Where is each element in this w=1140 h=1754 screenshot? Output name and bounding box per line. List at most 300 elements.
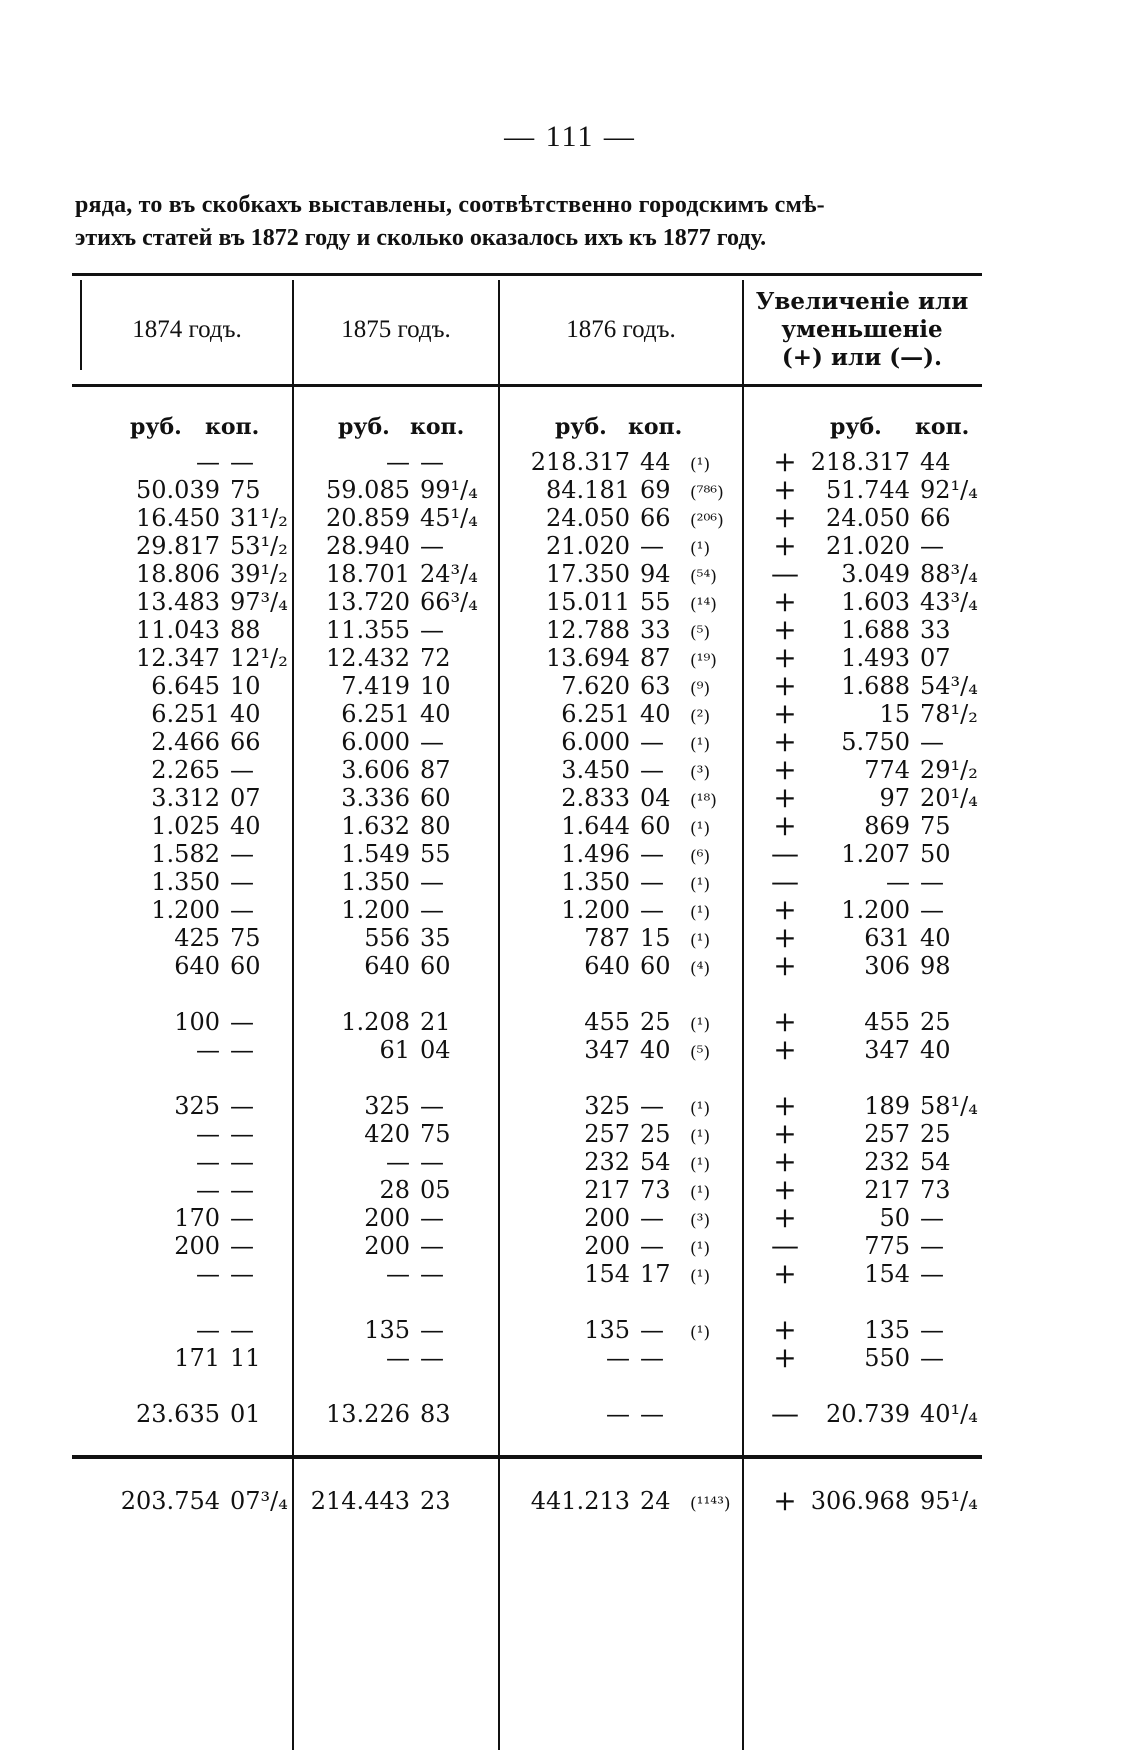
- rub-change: 869: [864, 812, 910, 840]
- rub-1876: 15.011: [546, 588, 630, 616]
- kop-1874: —: [230, 1260, 254, 1288]
- note-ref: (¹⁹): [690, 651, 717, 671]
- rub-1874: 640: [174, 952, 220, 980]
- note-ref: (¹): [690, 1015, 711, 1035]
- rub-1876: 1.350: [561, 868, 630, 896]
- rub-1874: 2.466: [151, 728, 220, 756]
- rub-1874: —: [196, 1148, 220, 1176]
- table-row: [0, 529, 1140, 562]
- note-ref: (¹): [690, 903, 711, 923]
- kop-1874: —: [230, 1316, 254, 1344]
- change-sign: +: [773, 529, 797, 562]
- table-row: [0, 445, 1140, 478]
- header-change: [744, 280, 980, 380]
- kop-1874: —: [230, 1204, 254, 1232]
- kop-1874: —: [230, 1232, 254, 1260]
- table-row: [0, 613, 1140, 646]
- rub-1876: 200: [584, 1204, 630, 1232]
- table-row: [0, 1201, 1140, 1234]
- rub-1875: 200: [364, 1204, 410, 1232]
- kop-1876: —: [640, 868, 664, 896]
- change-sign: +: [773, 809, 797, 842]
- note-ref: (¹): [690, 1267, 711, 1287]
- kop-1874: 75: [230, 924, 261, 952]
- kop-1875: 55: [420, 840, 451, 868]
- rub-1874: 16.450: [136, 504, 220, 532]
- unit-kop-1874: коп.: [205, 414, 260, 440]
- note-ref: (¹⁴): [690, 595, 717, 615]
- header-1876: 1876 годъ.: [566, 316, 676, 343]
- kop-change: —: [920, 728, 944, 756]
- table-row: [0, 1089, 1140, 1122]
- rub-1875: 1.200: [341, 896, 410, 924]
- rub-1875: 1.350: [341, 868, 410, 896]
- kop-change: 92¹/₄: [920, 476, 978, 504]
- rub-1875: 556: [364, 924, 410, 952]
- rub-change: 217: [864, 1176, 910, 1204]
- unit-kop-1876: коп.: [628, 414, 683, 440]
- kop-change: —: [920, 1316, 944, 1344]
- totals-line: [0, 1484, 1140, 1517]
- note-ref: (¹): [690, 735, 711, 755]
- total-note-ref: (¹¹⁴³): [690, 1494, 731, 1514]
- rub-1876: 347: [584, 1036, 630, 1064]
- rub-1876: —: [606, 1400, 630, 1428]
- kop-change: 43³/₄: [920, 588, 978, 616]
- kop-1874: —: [230, 1092, 254, 1120]
- kop-change: 75: [920, 812, 951, 840]
- rub-change: 51.744: [826, 476, 910, 504]
- rub-1875: 200: [364, 1232, 410, 1260]
- rub-change: 24.050: [826, 504, 910, 532]
- header-change-line-3: (+) или (—).: [781, 344, 943, 371]
- rub-1876: 1.200: [561, 896, 630, 924]
- kop-change: 40: [920, 924, 951, 952]
- kop-1874: 53¹/₂: [230, 532, 288, 560]
- kop-1876: 04: [640, 784, 671, 812]
- change-sign: +: [773, 1089, 797, 1122]
- rub-change: 5.750: [841, 728, 910, 756]
- note-ref: (¹): [690, 1239, 711, 1259]
- kop-1875: —: [420, 1344, 444, 1372]
- totals-rule: [72, 1455, 982, 1459]
- table-row: [0, 585, 1140, 618]
- rub-1874: 3.312: [151, 784, 220, 812]
- kop-1875: 99¹/₄: [420, 476, 478, 504]
- rub-change: 232: [864, 1148, 910, 1176]
- kop-1874: —: [230, 896, 254, 924]
- kop-1875: —: [420, 1092, 444, 1120]
- intro-line-1: ряда, то въ скобкахъ выставлены, соотвѣтственно городскимъ смѣ-: [75, 192, 825, 218]
- change-sign: +: [773, 949, 797, 982]
- rub-change: 21.020: [826, 532, 910, 560]
- kop-change: 54³/₄: [920, 672, 978, 700]
- rub-1875: 135: [364, 1316, 410, 1344]
- kop-1874: 10: [230, 672, 261, 700]
- kop-1875: 04: [420, 1036, 451, 1064]
- rub-change: 189: [864, 1092, 910, 1120]
- total-kop-change: 95¹/₄: [920, 1487, 978, 1515]
- kop-1876: 40: [640, 1036, 671, 1064]
- kop-1875: 80: [420, 812, 451, 840]
- kop-change: 07: [920, 644, 951, 672]
- rub-1876: 218.317: [530, 448, 630, 476]
- rub-1876: 232: [584, 1148, 630, 1176]
- rub-1874: —: [196, 448, 220, 476]
- kop-change: 44: [920, 448, 951, 476]
- kop-1875: 60: [420, 952, 451, 980]
- kop-1876: —: [640, 1092, 664, 1120]
- kop-change: 88³/₄: [920, 560, 978, 588]
- rub-1876: —: [606, 1344, 630, 1372]
- kop-change: —: [920, 1260, 944, 1288]
- kop-1876: 87: [640, 644, 671, 672]
- kop-1875: —: [420, 896, 444, 924]
- change-sign: —: [771, 837, 799, 870]
- kop-1875: 66³/₄: [420, 588, 478, 616]
- change-sign: +: [773, 921, 797, 954]
- rub-1875: —: [386, 448, 410, 476]
- rub-1876: 7.620: [561, 672, 630, 700]
- rub-change: 97: [879, 784, 910, 812]
- kop-change: —: [920, 868, 944, 896]
- kop-1874: —: [230, 1176, 254, 1204]
- rub-1874: 11.043: [136, 616, 220, 644]
- table-row: [0, 557, 1140, 590]
- rub-1875: 3.336: [341, 784, 410, 812]
- kop-1875: 45¹/₄: [420, 504, 478, 532]
- rub-1876: 217: [584, 1176, 630, 1204]
- total-rub-change: 306.968: [810, 1487, 910, 1515]
- rub-1874: 6.645: [151, 672, 220, 700]
- change-sign: +: [773, 669, 797, 702]
- rub-1874: 325: [174, 1092, 220, 1120]
- kop-1875: —: [420, 868, 444, 896]
- rub-change: 1.688: [841, 672, 910, 700]
- change-sign: +: [773, 501, 797, 534]
- rub-1876: 455: [584, 1008, 630, 1036]
- rub-1875: 1.549: [341, 840, 410, 868]
- table-row: [0, 781, 1140, 814]
- rub-1874: —: [196, 1176, 220, 1204]
- kop-1876: 63: [640, 672, 671, 700]
- change-sign: +: [773, 1005, 797, 1038]
- rub-1875: 1.632: [341, 812, 410, 840]
- rub-change: 550: [864, 1344, 910, 1372]
- rub-1876: 21.020: [546, 532, 630, 560]
- rub-1876: 2.833: [561, 784, 630, 812]
- rub-1875: —: [386, 1148, 410, 1176]
- rub-1875: 6.251: [341, 700, 410, 728]
- note-ref: (⁶): [690, 847, 711, 867]
- change-sign: +: [773, 1201, 797, 1234]
- rub-1874: 29.817: [136, 532, 220, 560]
- intro-line-2: этихъ статей въ 1872 году и сколько оказалось ихъ къ 1877 году.: [75, 225, 767, 251]
- rub-1874: —: [196, 1120, 220, 1148]
- rub-1875: 325: [364, 1092, 410, 1120]
- note-ref: (¹): [690, 875, 711, 895]
- kop-1876: —: [640, 756, 664, 784]
- change-sign: +: [773, 781, 797, 814]
- change-sign: —: [771, 865, 799, 898]
- note-ref: (⁹): [690, 679, 711, 699]
- header-change-line-1: Увеличеніе или: [755, 288, 969, 315]
- kop-change: 20¹/₄: [920, 784, 978, 812]
- kop-1874: —: [230, 840, 254, 868]
- unit-rub-1875: руб.: [338, 414, 390, 440]
- rub-1876: 3.450: [561, 756, 630, 784]
- rub-1876: 135: [584, 1316, 630, 1344]
- table-row: [0, 837, 1140, 870]
- kop-1876: 44: [640, 448, 671, 476]
- note-ref: (³): [690, 1211, 711, 1231]
- kop-change: 25: [920, 1008, 951, 1036]
- kop-change: 78¹/₂: [920, 700, 978, 728]
- kop-1874: 75: [230, 476, 261, 504]
- rub-1875: 28.940: [326, 532, 410, 560]
- kop-1875: 75: [420, 1120, 451, 1148]
- kop-change: 25: [920, 1120, 951, 1148]
- rub-1876: 84.181: [546, 476, 630, 504]
- kop-1876: 94: [640, 560, 671, 588]
- rub-change: 257: [864, 1120, 910, 1148]
- header-change-line-2: уменьшеніе: [781, 316, 943, 343]
- rub-1874: —: [196, 1316, 220, 1344]
- kop-1876: 54: [640, 1148, 671, 1176]
- kop-1875: 87: [420, 756, 451, 784]
- kop-change: 98: [920, 952, 951, 980]
- kop-1874: 12¹/₂: [230, 644, 288, 672]
- kop-1874: 39¹/₂: [230, 560, 288, 588]
- rub-1874: 200: [174, 1232, 220, 1260]
- kop-1875: 60: [420, 784, 451, 812]
- kop-1876: —: [640, 840, 664, 868]
- rub-1875: 13.226: [326, 1400, 410, 1428]
- table-row: [0, 1257, 1140, 1290]
- kop-1874: —: [230, 1148, 254, 1176]
- rub-change: 15: [879, 700, 910, 728]
- change-sign: +: [773, 1033, 797, 1066]
- table-row: [0, 921, 1140, 954]
- table-row: [0, 865, 1140, 898]
- table-row: [0, 1145, 1140, 1178]
- kop-1874: —: [230, 1008, 254, 1036]
- rub-change: 1.207: [841, 840, 910, 868]
- kop-1875: —: [420, 1204, 444, 1232]
- change-sign: +: [773, 473, 797, 506]
- rub-1876: 12.788: [546, 616, 630, 644]
- change-sign: +: [773, 753, 797, 786]
- kop-change: 40¹/₄: [920, 1400, 978, 1428]
- kop-1874: —: [230, 1120, 254, 1148]
- table-row: [0, 501, 1140, 534]
- total-rub-1876: 441.213: [530, 1487, 630, 1515]
- note-ref: (¹): [690, 819, 711, 839]
- kop-1875: 10: [420, 672, 451, 700]
- rub-1874: 1.582: [151, 840, 220, 868]
- table-row: [0, 753, 1140, 786]
- table-row: [0, 1341, 1140, 1374]
- rub-1875: —: [386, 1344, 410, 1372]
- rub-change: 1.200: [841, 896, 910, 924]
- kop-1876: 25: [640, 1008, 671, 1036]
- rub-1874: 6.251: [151, 700, 220, 728]
- kop-1876: —: [640, 1204, 664, 1232]
- rub-change: 1.688: [841, 616, 910, 644]
- unit-rub-change: руб.: [830, 414, 882, 440]
- change-sign: +: [773, 585, 797, 618]
- rub-1875: 18.701: [326, 560, 410, 588]
- kop-change: —: [920, 1204, 944, 1232]
- table-row: [0, 1313, 1140, 1346]
- table-row: [0, 893, 1140, 926]
- kop-1876: —: [640, 896, 664, 924]
- rub-1874: 100: [174, 1008, 220, 1036]
- rub-1876: 640: [584, 952, 630, 980]
- rub-1874: 13.483: [136, 588, 220, 616]
- kop-change: —: [920, 896, 944, 924]
- note-ref: (¹): [690, 1323, 711, 1343]
- rub-1875: 6.000: [341, 728, 410, 756]
- header-1875: 1875 годъ.: [341, 316, 451, 343]
- kop-1876: 33: [640, 616, 671, 644]
- rub-1875: 61: [379, 1036, 410, 1064]
- kop-1876: 17: [640, 1260, 671, 1288]
- rub-change: 135: [864, 1316, 910, 1344]
- note-ref: (¹): [690, 539, 711, 559]
- note-ref: (⁴): [690, 959, 711, 979]
- rub-1875: 3.606: [341, 756, 410, 784]
- kop-1875: 72: [420, 644, 451, 672]
- kop-1876: —: [640, 728, 664, 756]
- note-ref: (¹): [690, 1099, 711, 1119]
- kop-1875: 83: [420, 1400, 451, 1428]
- kop-1874: —: [230, 756, 254, 784]
- kop-1875: —: [420, 1232, 444, 1260]
- rub-1876: 6.251: [561, 700, 630, 728]
- table-row: [0, 1117, 1140, 1150]
- kop-1875: —: [420, 728, 444, 756]
- table-row: [0, 1397, 1140, 1430]
- rub-1874: 23.635: [136, 1400, 220, 1428]
- unit-rub-1874: руб.: [130, 414, 182, 440]
- kop-1874: 40: [230, 700, 261, 728]
- table-top-rule: [72, 273, 982, 276]
- rub-change: 50: [879, 1204, 910, 1232]
- kop-1876: 55: [640, 588, 671, 616]
- kop-1874: 66: [230, 728, 261, 756]
- rub-change: 774: [864, 756, 910, 784]
- rub-change: 1.493: [841, 644, 910, 672]
- change-sign: +: [773, 641, 797, 674]
- rub-1875: 420: [364, 1120, 410, 1148]
- change-sign: +: [773, 1145, 797, 1178]
- rub-1876: 17.350: [546, 560, 630, 588]
- change-sign: +: [773, 445, 797, 478]
- note-ref: (¹): [690, 1183, 711, 1203]
- kop-1874: 31¹/₂: [230, 504, 288, 532]
- kop-1876: 25: [640, 1120, 671, 1148]
- change-sign: +: [773, 1313, 797, 1346]
- rub-1874: —: [196, 1260, 220, 1288]
- rub-1875: 12.432: [326, 644, 410, 672]
- kop-change: —: [920, 1232, 944, 1260]
- kop-1876: —: [640, 532, 664, 560]
- note-ref: (¹): [690, 931, 711, 951]
- rub-change: 306: [864, 952, 910, 980]
- page-number: — 111 —: [504, 120, 636, 153]
- table-row: [0, 697, 1140, 730]
- rub-1876: 24.050: [546, 504, 630, 532]
- rub-change: 1.603: [841, 588, 910, 616]
- kop-1875: —: [420, 616, 444, 644]
- rub-1876: 200: [584, 1232, 630, 1260]
- note-ref: (¹): [690, 1155, 711, 1175]
- rub-1875: 11.355: [326, 616, 410, 644]
- rub-change: 631: [864, 924, 910, 952]
- kop-1876: —: [640, 1400, 664, 1428]
- change-sign: +: [773, 1257, 797, 1290]
- kop-1874: —: [230, 448, 254, 476]
- kop-1875: 40: [420, 700, 451, 728]
- rub-change: 455: [864, 1008, 910, 1036]
- change-sign: +: [773, 725, 797, 758]
- kop-1876: 40: [640, 700, 671, 728]
- rub-1876: 154: [584, 1260, 630, 1288]
- kop-1876: 15: [640, 924, 671, 952]
- rub-1875: —: [386, 1260, 410, 1288]
- total-kop-1874: 07³/₄: [230, 1487, 288, 1515]
- rub-1875: 640: [364, 952, 410, 980]
- kop-change: 29¹/₂: [920, 756, 978, 784]
- note-ref: (⁷⁸⁶): [690, 483, 724, 503]
- note-ref: (¹): [690, 1127, 711, 1147]
- kop-1874: —: [230, 868, 254, 896]
- rub-1874: 170: [174, 1204, 220, 1232]
- kop-1875: 24³/₄: [420, 560, 478, 588]
- change-sign: —: [771, 557, 799, 590]
- rub-change: 3.049: [841, 560, 910, 588]
- kop-1875: 05: [420, 1176, 451, 1204]
- total-kop-1876: 24: [640, 1487, 671, 1515]
- header-bottom-rule: [72, 384, 982, 387]
- kop-change: 40: [920, 1036, 951, 1064]
- table-row: [0, 1229, 1140, 1262]
- table-row: [0, 809, 1140, 842]
- kop-1874: 01: [230, 1400, 261, 1428]
- table-row: [0, 725, 1140, 758]
- rub-change: 154: [864, 1260, 910, 1288]
- change-sign: +: [773, 1117, 797, 1150]
- header-1874: 1874 годъ.: [132, 316, 242, 343]
- total-kop-1875: 23: [420, 1487, 451, 1515]
- kop-1874: 11: [230, 1344, 261, 1372]
- note-ref: (¹): [690, 455, 711, 475]
- kop-1875: —: [420, 1148, 444, 1176]
- total-change-sign: +: [773, 1484, 797, 1517]
- rub-change: —: [886, 868, 910, 896]
- kop-1876: 69: [640, 476, 671, 504]
- total-rub-1874: 203.754: [120, 1487, 220, 1515]
- rub-1875: 59.085: [326, 476, 410, 504]
- table-row: [0, 1173, 1140, 1206]
- kop-change: 73: [920, 1176, 951, 1204]
- rub-1875: 20.859: [326, 504, 410, 532]
- kop-1876: 73: [640, 1176, 671, 1204]
- change-sign: +: [773, 1173, 797, 1206]
- note-ref: (³): [690, 763, 711, 783]
- kop-change: —: [920, 532, 944, 560]
